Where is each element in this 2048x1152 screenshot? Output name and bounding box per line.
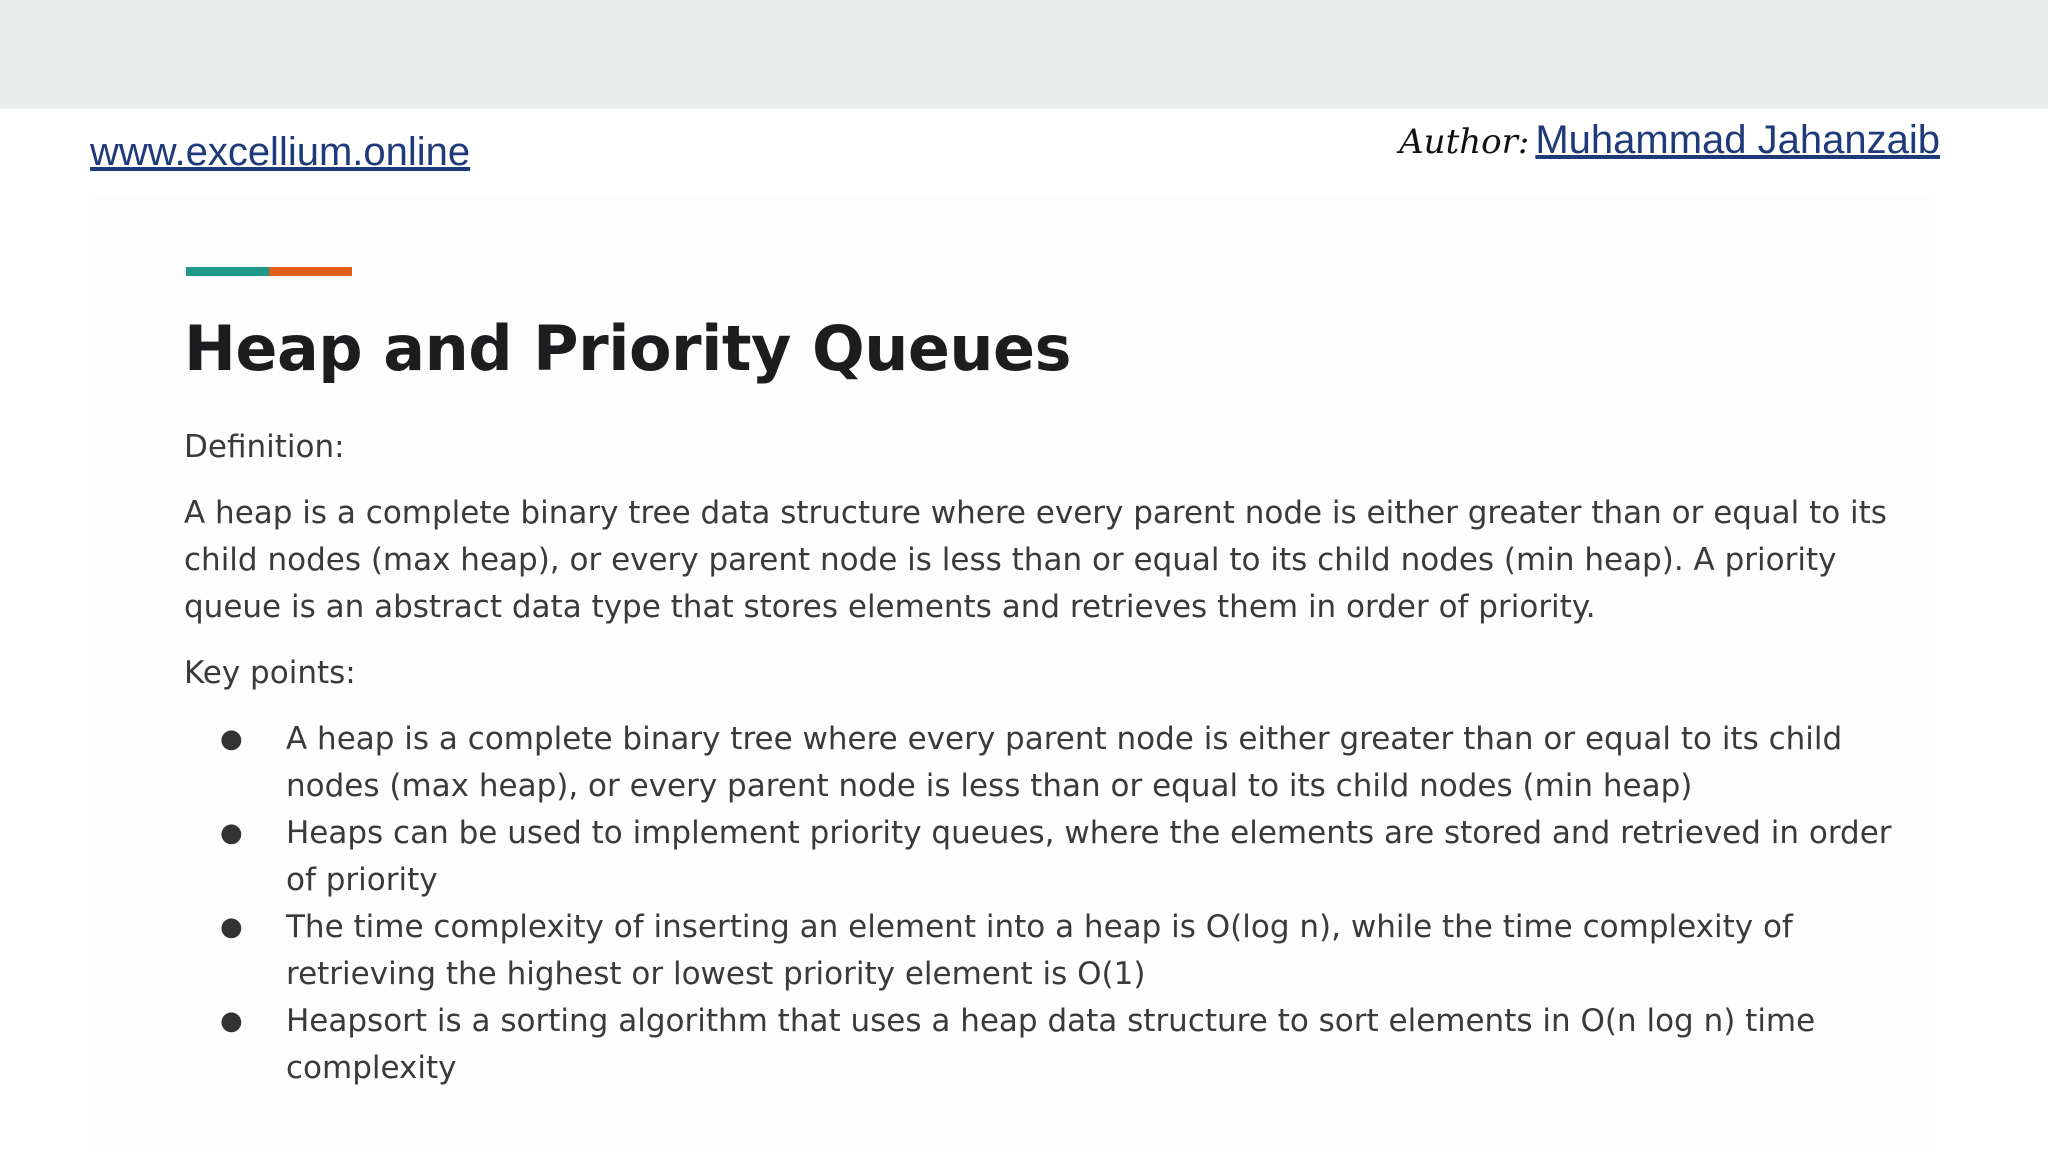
- key-points-list: [184, 716, 1904, 1092]
- list-item-text: A heap is a complete binary tree where every parent node is either greater than or equal to its child nodes (max heap), or every parent node is less than or equal to its child nodes (min heap): [286, 721, 1843, 804]
- slide: [92, 194, 1932, 1152]
- bullet-icon: ●: [220, 1006, 243, 1036]
- author-name-link[interactable]: Muhammad Jahanzaib: [1535, 118, 1940, 162]
- site-link[interactable]: www.excellium.online: [90, 130, 471, 174]
- list-item-text: The time complexity of inserting an element into a heap is O(log n), while the time complexity of retrieving the highest or lowest priority element is O(1): [286, 909, 1793, 992]
- accent-bar-teal: [186, 267, 269, 276]
- list-item: [184, 716, 1904, 810]
- definition-label: Definition:: [184, 429, 345, 465]
- list-item-text: Heaps can be used to implement priority queues, where the elements are stored and retrieved in order of priority: [286, 815, 1892, 898]
- list-item: [184, 904, 1904, 998]
- bullet-icon: ●: [220, 724, 243, 754]
- bullet-icon: ●: [220, 818, 243, 848]
- key-points-label: Key points:: [184, 655, 356, 691]
- bullet-icon: ●: [220, 912, 243, 942]
- list-item: [184, 810, 1904, 904]
- list-item-text: Heapsort is a sorting algorithm that uses a heap data structure to sort elements in O(n log n) time complexity: [286, 1003, 1816, 1086]
- definition-text: A heap is a complete binary tree data structure where every parent node is either greater than or equal to its child nodes (max heap), or every parent node is less than or equal to its child nodes (min heap). A priority queue is an abstract data type that stores elements and retrieves them in order of priority.: [184, 495, 1887, 625]
- slide-content: [184, 424, 1904, 1092]
- top-band: [0, 0, 2048, 109]
- accent-bar-orange: [269, 267, 352, 276]
- list-item: [184, 998, 1904, 1092]
- accent-bar: [186, 267, 352, 276]
- author-credit: [1399, 118, 1940, 163]
- author-label: Author:: [1399, 122, 1530, 162]
- slide-title: Heap and Priority Queues: [184, 312, 1071, 385]
